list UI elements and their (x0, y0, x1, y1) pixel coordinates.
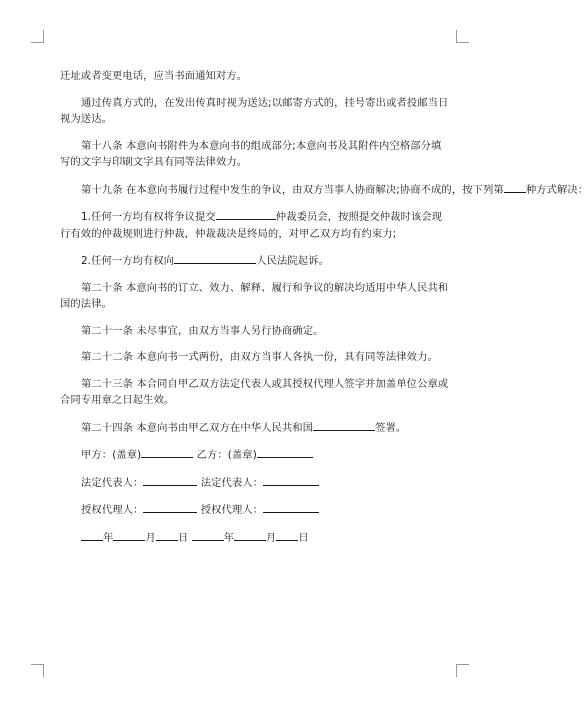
paragraph-option-2 (60, 252, 452, 270)
day-label: 日 (298, 531, 309, 544)
year-label: 年 (223, 531, 234, 544)
text: 1.任何一方均有权将争议提交 (81, 211, 216, 223)
text: 第二十条 本意向书的订立、效力、解释、履行和争议的解决均适用中华人民共和 (81, 281, 449, 294)
text: 视为送达。 (60, 113, 112, 125)
text: 仲裁委员会，按照提交仲裁时该会现 (275, 211, 443, 223)
text: 行有效的仲裁规则进行仲裁，仲裁裁决是终局的，对甲乙双方均有约束力; (60, 227, 397, 240)
paragraph-article-19 (60, 181, 588, 199)
text: 第二十三条 本合同自甲乙双方法定代表人或其授权代理人签字并加盖单位公章或 (81, 377, 449, 390)
agent-a-field[interactable] (143, 501, 197, 513)
legal-rep-a-label: 法定代表人： (81, 476, 144, 489)
paragraph-address-change (60, 68, 452, 85)
crop-mark-top-right (456, 30, 469, 43)
blank-court[interactable] (174, 252, 256, 264)
text: 种方式解决： (525, 183, 588, 196)
paragraph-delivery (60, 95, 452, 128)
crop-mark-bottom-right (456, 664, 469, 677)
paragraph-article-22 (60, 349, 452, 366)
blank-arbitration-commission[interactable] (216, 208, 276, 220)
paragraph-article-18 (60, 138, 452, 171)
party-a-seal-field[interactable] (141, 446, 193, 458)
paragraph-article-21 (60, 323, 452, 340)
text: 第二十一条 未尽事宜，由双方当事人另行协商确定。 (81, 324, 324, 337)
text: 人民法院起诉。 (256, 255, 329, 267)
document-body (60, 68, 588, 556)
signature-legal-reps (60, 474, 452, 492)
paragraph-option-1 (60, 208, 452, 242)
text: 国的法律。 (60, 298, 112, 310)
text: 2.任何一方均有权向 (81, 255, 175, 267)
text: 第十九条 在本意向书履行过程中发生的争议，由双方当事人协商解决;协商不成的，按下列第 (81, 183, 504, 196)
text: 第二十二条 本意向书一式两份，由双方当事人各执一份，具有同等法律效力。 (81, 351, 438, 363)
paragraph-article-24 (60, 419, 452, 437)
party-b-seal-field[interactable] (257, 446, 313, 458)
day-a-field[interactable] (156, 529, 178, 541)
paragraph-article-20 (60, 280, 452, 313)
text: 第二十四条 本意向书由甲乙双方在中华人民共和国 (81, 421, 314, 434)
text: 第十八条 本意向书附件为本意向书的组成部分;本意向书及其附件内空格部分填 (81, 139, 442, 152)
blank-signing-place[interactable] (313, 419, 375, 431)
day-label: 日 (177, 531, 189, 544)
party-b-label: 乙方：(盖章) (196, 449, 257, 461)
year-label: 年 (103, 531, 114, 544)
agent-b-label: 授权代理人： (200, 504, 264, 516)
month-a-field[interactable] (113, 529, 145, 541)
year-b-field[interactable] (192, 529, 224, 541)
text: 迁址或者变更电话，应当书面通知对方。 (60, 70, 248, 82)
party-a-label: 甲方：(盖章) (81, 449, 142, 461)
text: 签署。 (375, 421, 407, 434)
legal-rep-b-label: 法定代表人： (200, 476, 264, 489)
text: 合同专用章之日起生效。 (60, 394, 175, 406)
year-a-field[interactable] (81, 529, 103, 541)
paragraph-article-23 (60, 376, 452, 409)
day-b-field[interactable] (276, 529, 298, 541)
legal-rep-b-field[interactable] (263, 474, 319, 486)
agent-b-field[interactable] (263, 501, 319, 513)
month-label: 月 (266, 531, 277, 544)
signature-parties (60, 446, 452, 464)
text: 写的文字与印刷文字具有同等法律效力。 (60, 156, 248, 168)
text: 通过传真方式的，在发出传真时视为送达;以邮寄方式的，挂号寄出或者投邮当日 (81, 96, 449, 109)
agent-a-label: 授权代理人： (81, 504, 144, 516)
legal-rep-a-field[interactable] (143, 474, 197, 486)
month-b-field[interactable] (234, 529, 266, 541)
month-label: 月 (145, 531, 156, 544)
crop-mark-top-left (31, 30, 44, 43)
blank-method-number[interactable] (504, 181, 526, 193)
crop-mark-bottom-left (31, 664, 44, 677)
signature-dates (60, 529, 452, 547)
signature-agents (60, 501, 452, 519)
